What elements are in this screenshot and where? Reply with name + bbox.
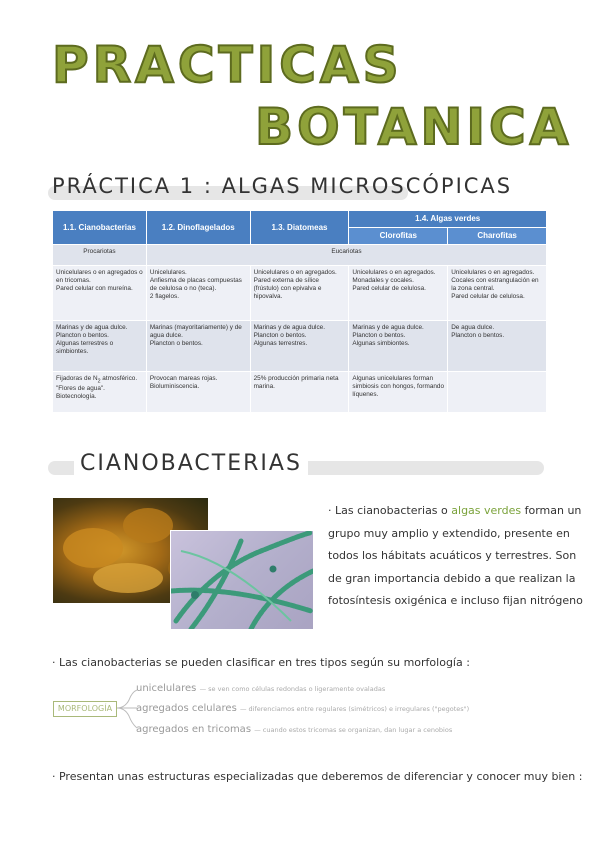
morphology-label: MORFOLOGÍA [53, 701, 117, 717]
table-cell: Unicelulares. Anfiesma de placas compuestas de celulosa o no (teca). 2 flagelos. [146, 266, 250, 321]
intro-text-post: forman un grupo muy amplio y extendido, presente en todos los hábitats acuáticos y terrestres. Son de gran importancia debido a que realizan la fotosíntesis oxigénica e incluso fijan nitrógeno [328, 504, 583, 607]
table-cell [53, 372, 147, 413]
algae-comparison-table [52, 210, 547, 413]
morphology-brace [115, 686, 137, 732]
section-title-practica: PRÁCTICA 1 : ALGAS MICROSCÓPICAS [52, 174, 513, 198]
filament-image [171, 531, 313, 629]
title-line-2: BOTANICA [255, 98, 573, 156]
cyanobacteria-microscope-photo [170, 530, 314, 630]
table-cell: Eucariotas [146, 245, 546, 266]
header-cianobacterias: 1.1. Cianobacterias [53, 211, 147, 245]
table-cell: Algunas unicelulares forman simbiosis con hongos, formando líquenes. [349, 372, 448, 413]
morphology-item-name: agregados celulares [136, 703, 237, 714]
cell-subscript: 2 [97, 378, 101, 385]
section-title-cianobacterias: CIANOBACTERIAS [74, 451, 308, 476]
table-cell: Marinas (mayoritariamente) y de agua dulce. Plancton o bentos. [146, 321, 250, 372]
intro-highlight: algas verdes [451, 504, 522, 517]
morphology-item: agregados celulares — diferenciamos entre regulares (simétricos) e irregulares ("pegotes") [136, 703, 470, 714]
table-row [53, 245, 547, 266]
header-dinoflagelados: 1.2. Dinoflagelados [146, 211, 250, 245]
table-cell: 25% producción primaria neta marina. [250, 372, 349, 413]
header-algas-verdes: 1.4. Algas verdes [349, 211, 547, 228]
table-cell: De agua dulce. Plancton o bentos. [448, 321, 547, 372]
header-diatomeas: 1.3. Diatomeas [250, 211, 349, 245]
morphology-item: unicelulares — se ven como células redondas o ligeramente ovaladas [136, 683, 386, 694]
morphology-item-name: agregados en tricomas [136, 724, 252, 735]
structures-paragraph: · Presentan unas estructuras especializadas que deberemos de diferenciar y conocer muy bien : [52, 770, 583, 783]
intro-text-pre: · Las cianobacterias o [328, 504, 452, 517]
morphology-item: agregados en tricomas — cuando estos tricomas se organizan, dan lugar a cenobios [136, 724, 453, 735]
morphology-intro: · Las cianobacterias se pueden clasificar en tres tipos según su morfología : [52, 656, 470, 669]
table-cell: Marinas y de agua dulce. Plancton o bentos. Algunas terrestres. [250, 321, 349, 372]
table-cell: Unicelulares o en agregados o en tricomas. Pared celular con mureína. [53, 266, 147, 321]
morphology-item-desc: se ven como células redondas o ligeramente ovaladas [208, 685, 386, 693]
header-charofitas: Charofitas [448, 228, 547, 245]
table-row [53, 321, 547, 372]
cell-text: atmosférico. "Flores de agua". Biotecnología. [56, 375, 138, 400]
morphology-item-name: unicelulares [136, 683, 197, 694]
table-cell [448, 372, 547, 413]
intro-paragraph [328, 500, 588, 613]
title-line-1: PRACTICAS [52, 36, 403, 94]
table-cell: Unicelulares o en agregados. Pared externa de sílice (frústulo) con epivalva e hipovalva. [250, 266, 349, 321]
morphology-item-desc: cuando estos tricomas se organizan, dan lugar a cenobios [262, 726, 453, 734]
table-cell: Unicelulares o en agregados. Monadales y cocales. Pared celular de celulosa. [349, 266, 448, 321]
table-row [53, 372, 547, 413]
table-cell: Procariotas [53, 245, 147, 266]
cell-text: Fijadoras de N [56, 375, 98, 382]
morphology-item-desc: diferenciamos entre regulares (simétricos) e irregulares ("pegotes") [248, 705, 470, 713]
table-cell: Marinas y de agua dulce. Plancton o bentos. Algunas simbiontes. [349, 321, 448, 372]
table-row [53, 266, 547, 321]
header-clorofitas: Clorofitas [349, 228, 448, 245]
table-cell: Unicelulares o en agregados. Cocales con estrangulación en la zona central. Pared celular de celulosa. [448, 266, 547, 321]
table-cell: Marinas y de agua dulce. Plancton o bentos. Algunas terrestres o simbiontes. [53, 321, 147, 372]
table-cell: Provocan mareas rojas. Bioluminiscencia. [146, 372, 250, 413]
